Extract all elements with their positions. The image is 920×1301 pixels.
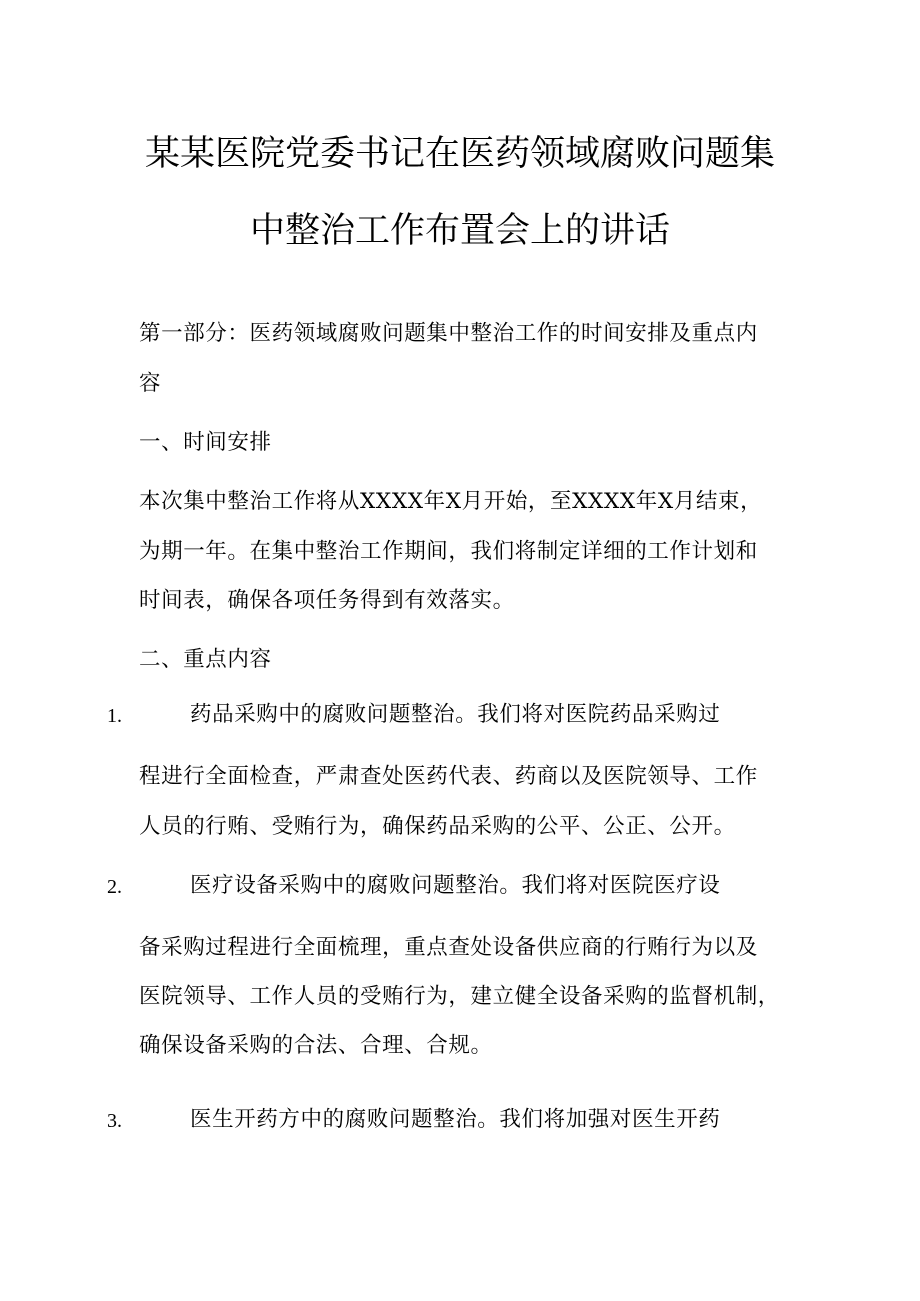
list-item-line: 程进行全面检查，严肃查处医药代表、药商以及医院领导、工作: [139, 764, 758, 789]
list-item-line: 备采购过程进行全面梳理，重点查处设备供应商的行贿行为以及: [139, 935, 758, 960]
list-item-line: 医院领导、工作人员的受贿行为，建立健全设备采购的监督机制，: [139, 984, 780, 1009]
paragraph-line: 本次集中整治工作将从XXXX年X月开始，至XXXX年X月结束，: [139, 489, 763, 514]
list-item-line: 确保设备采购的合法、合理、合规。: [139, 1033, 493, 1058]
list-item-number: 3.: [107, 1110, 122, 1132]
list-item-first-line: 药品采购中的腐败问题整治。我们将对医院药品采购过: [190, 702, 721, 727]
list-item-first-line: 医生开药方中的腐败问题整治。我们将加强对医生开药: [190, 1107, 721, 1132]
paragraph-line: 为期一年。在集中整治工作期间，我们将制定详细的工作计划和: [139, 539, 758, 564]
paragraph-line: 时间表，确保各项任务得到有效落实。: [139, 588, 515, 613]
section-heading-key-content: 二、重点内容: [139, 647, 272, 672]
document-title-line-2: 中整治工作布置会上的讲话: [249, 211, 670, 251]
part-heading: 第一部分：医药领域腐败问题集中整治工作的时间安排及重点内: [139, 321, 758, 346]
list-item-number: 1.: [107, 705, 122, 727]
part-heading-continued: 容: [139, 371, 162, 396]
document-title-line-1: 某某医院党委书记在医药领域腐败问题集: [144, 134, 775, 174]
list-item-line: 人员的行贿、受贿行为，确保药品采购的公平、公正、公开。: [139, 814, 736, 839]
list-item-first-line: 医疗设备采购中的腐败问题整治。我们将对医院医疗设: [190, 873, 721, 898]
list-item-number: 2.: [107, 876, 122, 898]
section-heading-schedule: 一、时间安排: [139, 430, 272, 455]
